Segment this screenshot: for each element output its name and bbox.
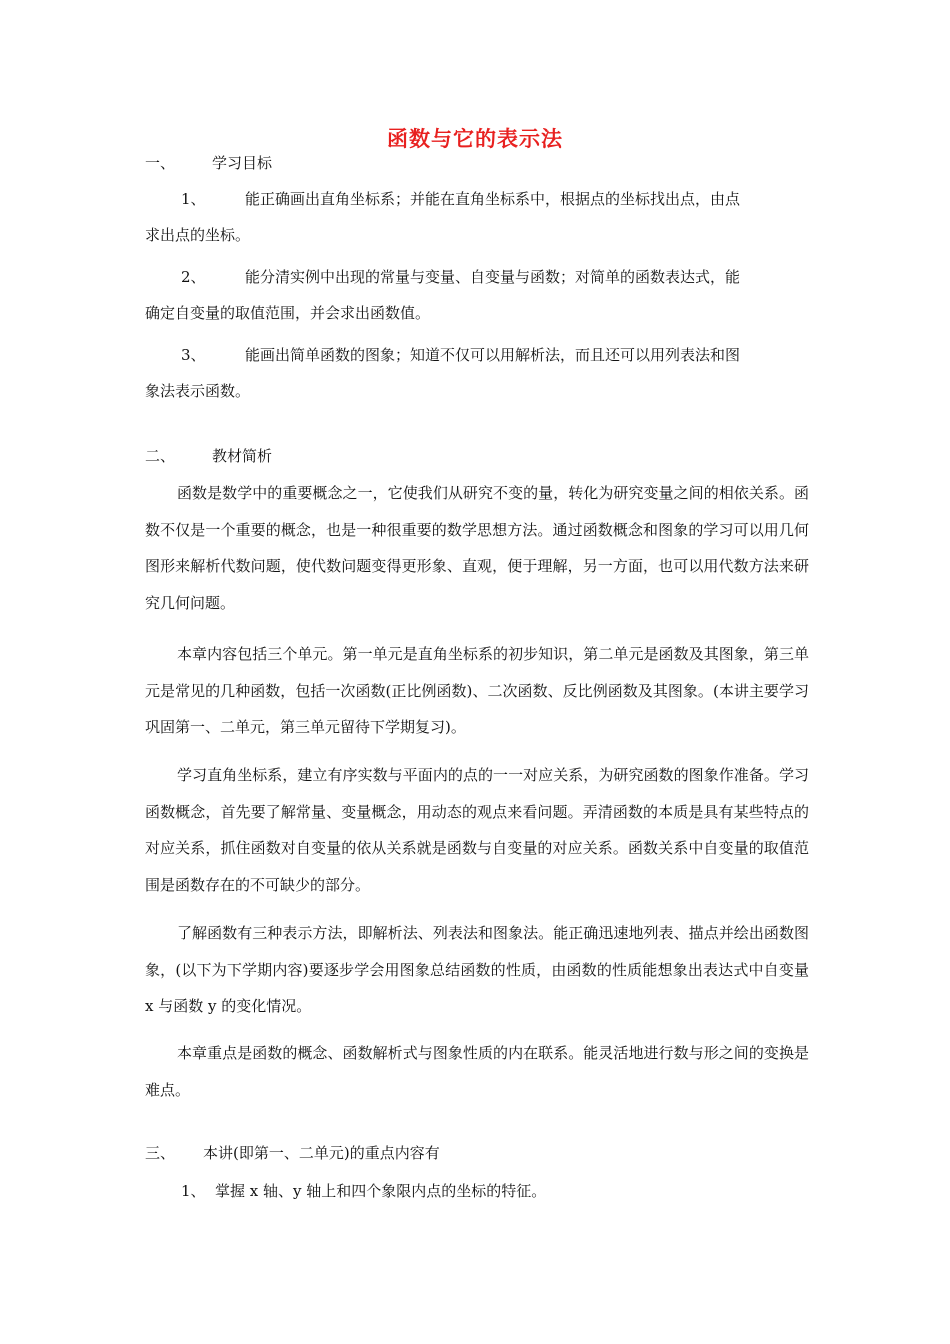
paragraph: 了解函数有三种表示方法，即解析法、列表法和图象法。能正确迅速地列表、描点并绘出函数图象，(以下为下学期内容)要逐步学会用图象总结函数的性质，由函数的性质能想象出表达式中自变量 x 与函数 y 的变化情况。: [145, 924, 809, 1015]
item-number: 3、: [181, 346, 206, 364]
item-text: 能分清实例中出现的常量与变量、自变量与函数；对简单的函数表达式，能: [245, 268, 741, 286]
section-2-number: 二、: [145, 447, 176, 465]
document-title: 函数与它的表示法: [387, 126, 563, 151]
section-1-heading: [145, 153, 272, 173]
item-text-continued: 求出点的坐标。: [145, 226, 251, 244]
item-number: 2、: [181, 268, 206, 286]
section-3-item-1: [181, 1181, 546, 1201]
item-text-continued: 象法表示函数。: [145, 382, 251, 400]
paragraph: 函数是数学中的重要概念之一，它使我们从研究不变的量，转化为研究变量之间的相依关系。函数不仅是一个重要的概念，也是一种很重要的数学思想方法。通过函数概念和图象的学习可以用几何图形来解析代数问题，使代数问题变得更形象、直观，便于理解，另一方面，也可以用代数方法来研究几何问题。: [145, 484, 809, 612]
section-2-title: 教材简析: [212, 447, 273, 465]
section-1-item-2: [145, 259, 809, 331]
item-text-continued: 确定自变量的取值范围，并会求出函数值。: [145, 304, 431, 322]
item-text: 掌握 x 轴、y 轴上和四个象限内点的坐标的特征。: [215, 1182, 547, 1200]
paragraph: 学习直角坐标系，建立有序实数与平面内的点的一一对应关系，为研究函数的图象作准备。学习函数概念，首先要了解常量、变量概念，用动态的观点来看问题。弄清函数的本质是具有某些特点的对应关系，抓住函数对自变量的依从关系就是函数与自变量的对应关系。函数关系中自变量的取值范围是函数存在的不可缺少的部分。: [145, 766, 809, 894]
section-1-title: 学习目标: [212, 154, 273, 172]
item-text: 能画出简单函数的图象；知道不仅可以用解析法，而且还可以用列表法和图: [245, 346, 741, 364]
section-1-item-3: [145, 337, 809, 409]
section-1-number: 一、: [145, 154, 176, 172]
item-number: 1、: [181, 190, 206, 208]
section-1-item-1: [145, 181, 809, 253]
paragraph: 本章重点是函数的概念、函数解析式与图象性质的内在联系。能灵活地进行数与形之间的变换是难点。: [145, 1044, 809, 1099]
section-3-title: 本讲(即第一、二单元)的重点内容有: [203, 1144, 440, 1162]
section-3-heading: [145, 1143, 440, 1163]
section-2-heading: [145, 446, 272, 466]
item-text: 能正确画出直角坐标系；并能在直角坐标系中，根据点的坐标找出点，由点: [245, 190, 741, 208]
item-number: 1、: [181, 1182, 206, 1200]
section-3-number: 三、: [145, 1144, 176, 1162]
paragraph: 本章内容包括三个单元。第一单元是直角坐标系的初步知识，第二单元是函数及其图象，第三单元是常见的几种函数，包括一次函数(正比例函数)、二次函数、反比例函数及其图象。(本讲主要学习巩固第一、二单元，第三单元留待下学期复习)。: [145, 645, 809, 736]
